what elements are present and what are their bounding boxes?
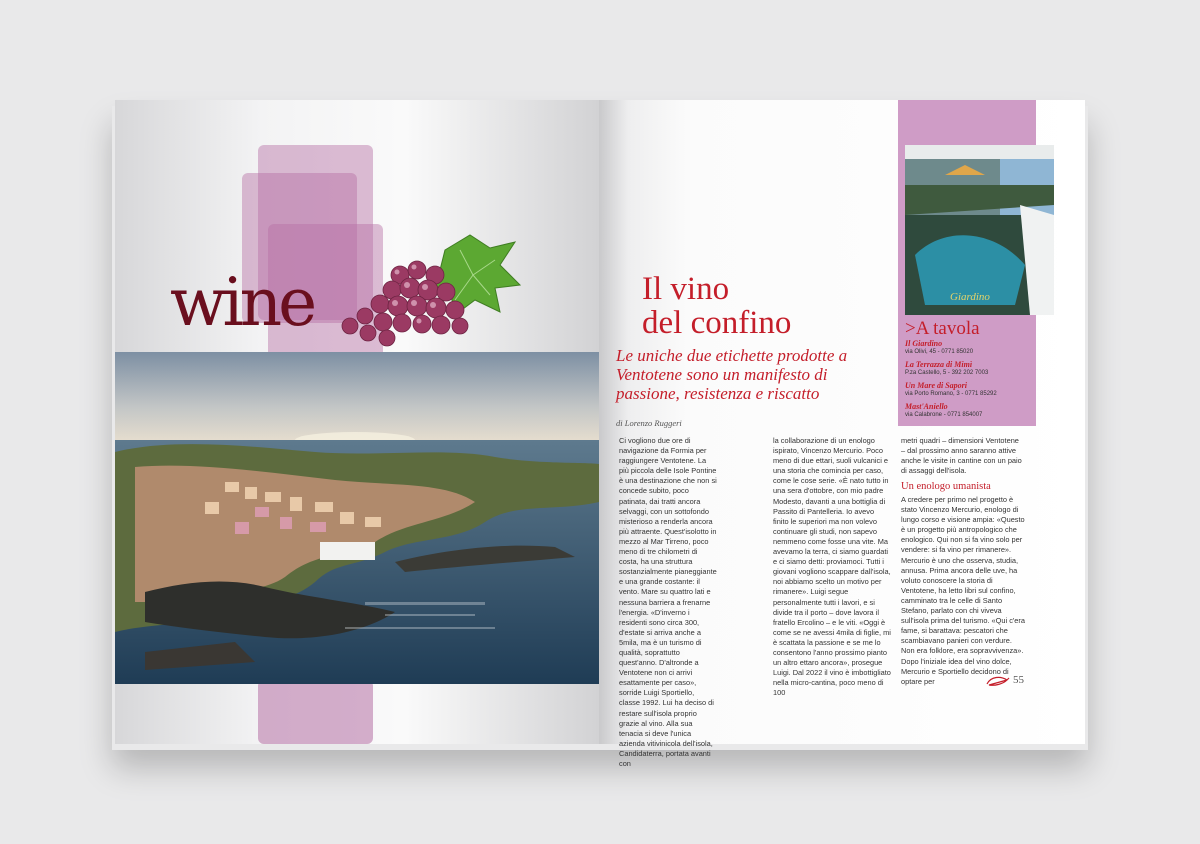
text-column-2: la collaborazione di un enologo ispirato, Vincenzo Mercurio. Poco meno di due ettari, suoli vulcanici e una storia che comincia per caso, come le cose serie. «È nato tutto in una sera d'ottobre, con mio padre Modesto, davanti a una bottiglia di Passito di Pantelleria. Io avevo finito le superiori ma non volevo continuare gli studi, non sapevo nemmeno come fosse una vite. Ma avevamo la terra, ci siamo guardati e ci siamo detti: proviamoci. Tutti i giovani vogliono scappare dall'isola, noi abbiamo scelto un motivo per rimanere». Luigi segue personalmente tutti i lavori, e si divide tra il porto – dove lavora il fratello Ercolino – e le viti. «Oggi è come se ne avessi 4mila di figlie, mi è scattata la passione e se me lo consentono l'anno prossimo pianto un altro ettaro ancora», prosegue Luigi. Dal 2022 il vino è imbottigliato nella micro-cantina, poco meno di 100 — [773, 436, 891, 698]
text-column-3: metri quadri – dimensioni Ventotene – dal prossimo anno saranno attive anche le visite in cantine con un paio di assaggi dell'isola. — [901, 436, 1022, 476]
text-column-1: Ci vogliono due ore di navigazione da Formia per raggiungere Ventotene. La più piccola delle Isole Pontine è una destinazione che non si concede subito, poco patinata, dai tratti ancora selvaggi, con un sottofondo misterioso a renderla ancora più attraente. Quest'isolotto in mezzo al Mar Tirreno, poco meno di tre chilometri di costa, ha una struttura sostanzialmente pianeggiante e una grande costante: il vento. Mare su quattro lati e nessuna barriera a frenarne l'energia. «D'inverno i residenti sono circa 300, d'estate si arriva anche a 5mila, ma è un turismo di qualità, soprattutto quest'anno. D'altronde a Ventotene non ci arrivi esattamente per caso», sorride Luigi Sportiello, classe 1992. Lui ha deciso di restare sull'isola proprio grazie al vino. Alla sua tenacia si deve l'unica azienda vitivinicola dell'isola, Candidaterra, portata avanti con — [619, 436, 717, 768]
sidebar-title: >A tavola — [905, 318, 980, 339]
left-page — [115, 100, 599, 744]
list-item — [905, 339, 1033, 357]
restaurant-address: via Porto Romano, 3 - 0771 85292 — [905, 391, 997, 397]
restaurant-name: Un Mare di Sapori — [905, 381, 968, 390]
restaurant-name: Il Giardino — [905, 339, 943, 348]
restaurant-address: via Calabrone - 0771 854007 — [905, 412, 983, 418]
restaurant-address: P.za Castello, 5 - 392 202 7003 — [905, 370, 989, 376]
text-column-3-continued: A credere per primo nel progetto è stato Vincenzo Mercurio, enologo di lungo corso e visione ampia: «Questo è un progetto più antropologico che enologico. Qui non si fa vino solo per vendere: si fa vino per rimanere». Mercurio è uno che osserva, studia, annusa. Prima ancora delle uve, ha voluto conoscere la storia di Ventotene, ha letto libri sul confino, camminato tra le celle di Santo Stefano, parlato con chi viveva sull'isola prima del turismo. «Qui c'era fame, si barattava: pescatori che scambiavano panieri con verdure. Non era folklore, era sopravvivenza». Dopo l'iniziale idea del vino dolce, Mercurio e Sportiello decidono di optare per — [901, 495, 1025, 686]
page-number: 55 — [1013, 674, 1024, 686]
shrimp-icon — [985, 674, 1011, 688]
title-line: del confino — [642, 305, 792, 341]
grapes-illustration — [295, 230, 525, 350]
restaurant-address: via Olivi, 45 - 0771 85020 — [905, 349, 974, 355]
list-item — [905, 360, 1033, 378]
ventotene-aerial-photo — [115, 352, 599, 684]
restaurant-name: La Terrazza di Mimì — [905, 360, 973, 369]
purple-rect — [258, 680, 373, 744]
section-subheading: Un enologo umanista — [901, 481, 991, 492]
restaurant-list — [905, 339, 1033, 423]
wine-heading: wine — [170, 264, 314, 341]
right-page — [599, 100, 1085, 768]
svg-text:Giardino: Giardino — [950, 291, 990, 303]
sidebar-box — [898, 100, 1036, 426]
list-item — [905, 402, 1033, 420]
list-item — [905, 381, 1033, 399]
restaurant-photo — [905, 145, 1054, 315]
byline: di Lorenzo Ruggeri — [616, 418, 682, 428]
article-title — [642, 272, 791, 340]
article-subtitle: Le uniche due etichette prodotte a Ventotene sono un manifesto di passione, resistenza e riscatto — [616, 346, 848, 403]
restaurant-name: Mast'Aniello — [905, 402, 948, 411]
title-line: Il vino — [642, 271, 730, 307]
